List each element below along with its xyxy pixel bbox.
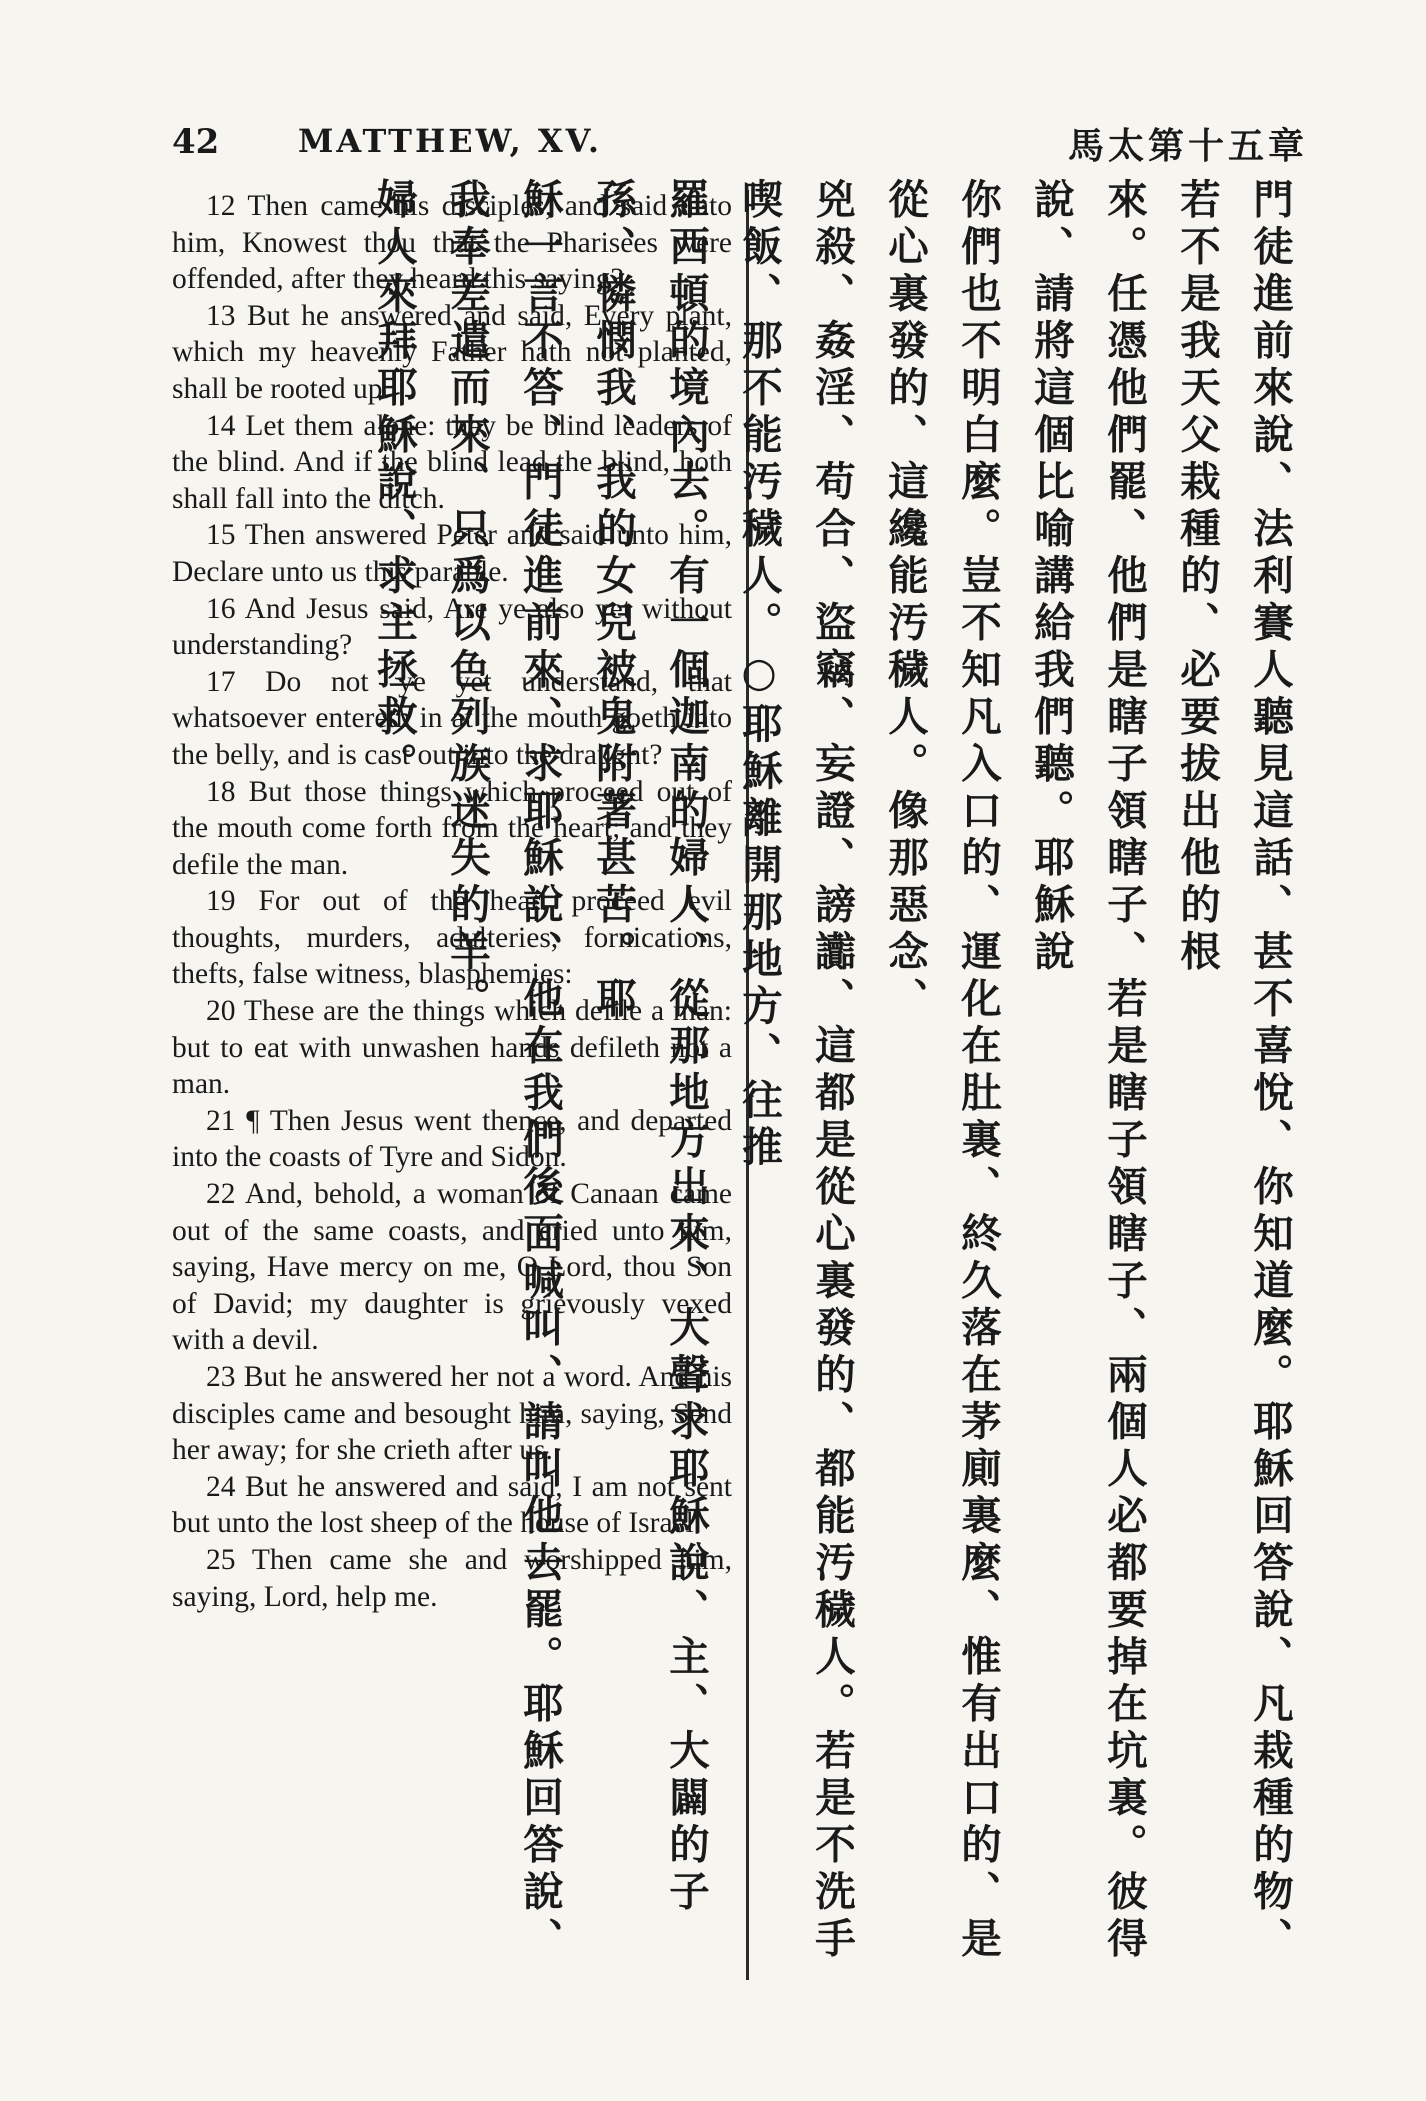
chinese-line: 門徒進前來說、法利賽人聽見這話、甚不喜悅、你知道麼。耶穌回答說、凡栽種的物、若不是我天父栽種的、必要拔出他的根	[1173, 178, 1294, 1964]
chinese-line: 你們也不明白麼。豈不知凡入口的、運化在肚裏、終久落在茅廁裏麼、惟有出口的、是從心裏發的、這纔能汚穢人。像那惡念、	[881, 178, 1002, 1964]
verse-18: 18 But those things which proceed out of the mouth come forth from the heart; and they defile the man.	[172, 775, 732, 881]
chinese-line: 來。任憑他們罷、他們是瞎子領瞎子、若是瞎子領瞎子、兩個人必都要掉在坑裏。彼得說、請將這個比喻講給我們聽。耶穌說	[1027, 178, 1148, 1964]
chinese-running-title: 馬太第十五章	[1067, 125, 1308, 167]
verse-21: 21 ¶ Then Jesus went thence, and departed into the coasts of Tyre and Sidon.	[172, 1104, 732, 1174]
verse-19: 19 For out of the heart proceed evil thoughts, murders, adulteries, fornications, thefts, false witness, blasphemies:	[172, 885, 732, 991]
verse-25: 25 Then came she and worshipped him, saying, Lord, help me.	[172, 1543, 732, 1613]
verse-24: 24 But he answered and said, I am not sent but unto the lost sheep of the house of Israel.	[172, 1470, 732, 1540]
chinese-line: 羅西頓的境內去。有一個迦南的婦人、從那地方出來、大聲求耶穌說、主、大闢的子孫、憐憫我、我的女兒被鬼附著甚苦。耶	[589, 178, 710, 1917]
page-number: 42	[172, 122, 220, 162]
chinese-line: 兇殺、姦淫、苟合、盜竊、妄證、謗讟、這都是從心裏發的、都能汚穢人。若是不洗手喫飯、那不能汚穢人。○耶穌離開那地方、往推	[735, 178, 856, 1964]
running-title: MATTHEW, XV.	[298, 122, 603, 160]
verse-22: 22 And, behold, a woman of Canaan came out of the same coasts, and cried unto him, saying, Have mercy on me, O Lord, thou Son of David; my daughter is grievously vexed with a devil.	[172, 1178, 732, 1357]
verse-23: 23 But he answered her not a word. And his disciples came and besought him, saying, Send her away; for she crieth after us.	[172, 1361, 732, 1467]
verse-12: 12 Then came his disciples, and said unto him, Knowest thou that the Pharisees were offended, after they heard this saying?	[172, 190, 732, 296]
verse-13: 13 But he answered and said, Every plant, which my heavenly Father hath not planted, shall be rooted up.	[172, 299, 732, 405]
verse-17: 17 Do not ye yet understand, that whatsoever entereth in at the mouth goeth into the belly, and is cast out into the draught?	[172, 665, 732, 771]
verse-16: 16 And Jesus said, Are ye also yet without understanding?	[172, 592, 732, 662]
verse-20: 20 These are the things which defile a man: but to eat with unwashen hands defileth not a man.	[172, 995, 732, 1101]
chinese-line: 婦人來拜耶穌說、求主拯救。	[370, 178, 418, 789]
verse-14: 14 Let them alone: they be blind leaders of the blind. And if the blind lead the blind, both shall fall into the ditch.	[172, 409, 732, 515]
verse-15: 15 Then answered Peter and said unto him, Declare unto us this parable.	[172, 519, 732, 588]
chinese-line: 穌一言不答、門徒進前來、求耶穌說、他在我們後面喊叫、請叫他去罷。耶穌回答說、我奉差遣而來、只爲以色列族迷失的羊。	[443, 178, 564, 1964]
